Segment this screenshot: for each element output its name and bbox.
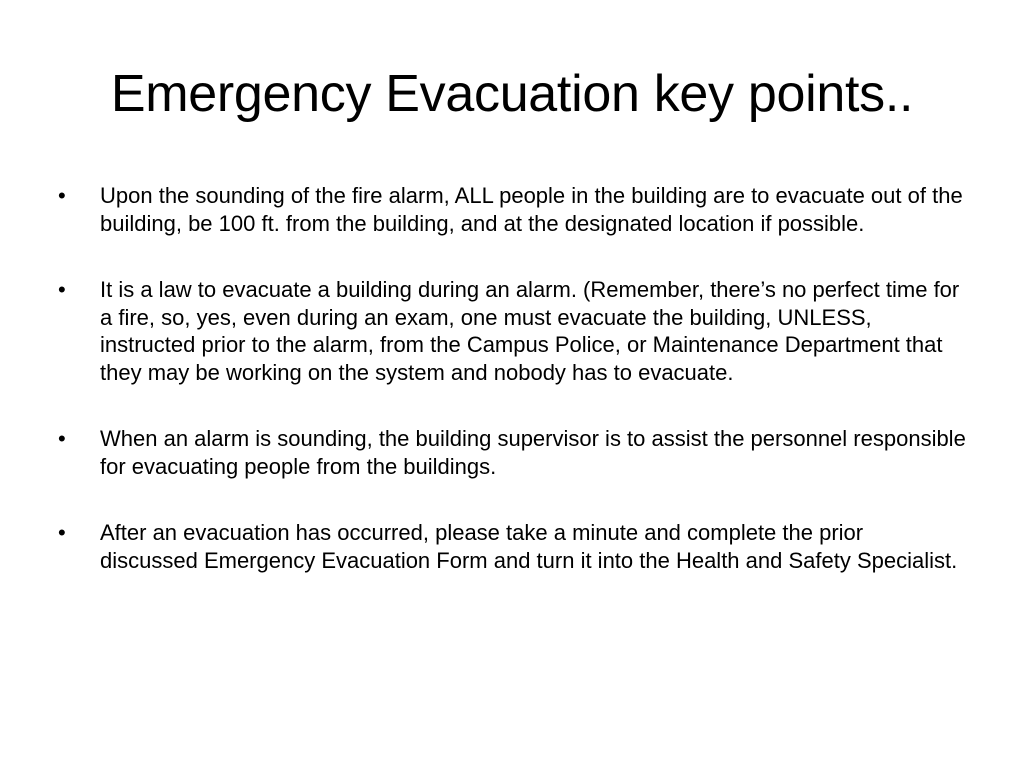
- bullet-item: [56, 182, 966, 237]
- bullet-text: When an alarm is sounding, the building supervisor is to assist the personnel responsible for evacuating people from the buildings.: [100, 426, 966, 479]
- bullet-text: Upon the sounding of the fire alarm, ALL people in the building are to evacuate out of the building, be 100 ft. from the building, and at the designated location if possible.: [100, 183, 963, 236]
- bullet-dot-icon: •: [58, 426, 66, 451]
- bullet-list: [56, 182, 966, 613]
- bullet-dot-icon: •: [58, 520, 66, 545]
- bullet-item: [56, 519, 966, 574]
- bullet-item: [56, 425, 966, 480]
- slide-title: Emergency Evacuation key points..: [110, 65, 914, 123]
- bullet-text: After an evacuation has occurred, please take a minute and complete the prior discussed Emergency Evacuation Form and turn it into the Health and Safety Specialist.: [100, 520, 958, 573]
- bullet-item: [56, 276, 966, 386]
- bullet-text: It is a law to evacuate a building during an alarm. (Remember, there’s no perfect time for a fire, so, yes, even during an exam, one must evacuate the building, UNLESS, instructed prior to the alarm, from the Campus Police, or Maintenance Department that they may be working on the system and nobody has to evacuate.: [100, 277, 960, 385]
- bullet-dot-icon: •: [58, 183, 66, 208]
- bullet-dot-icon: •: [58, 277, 66, 302]
